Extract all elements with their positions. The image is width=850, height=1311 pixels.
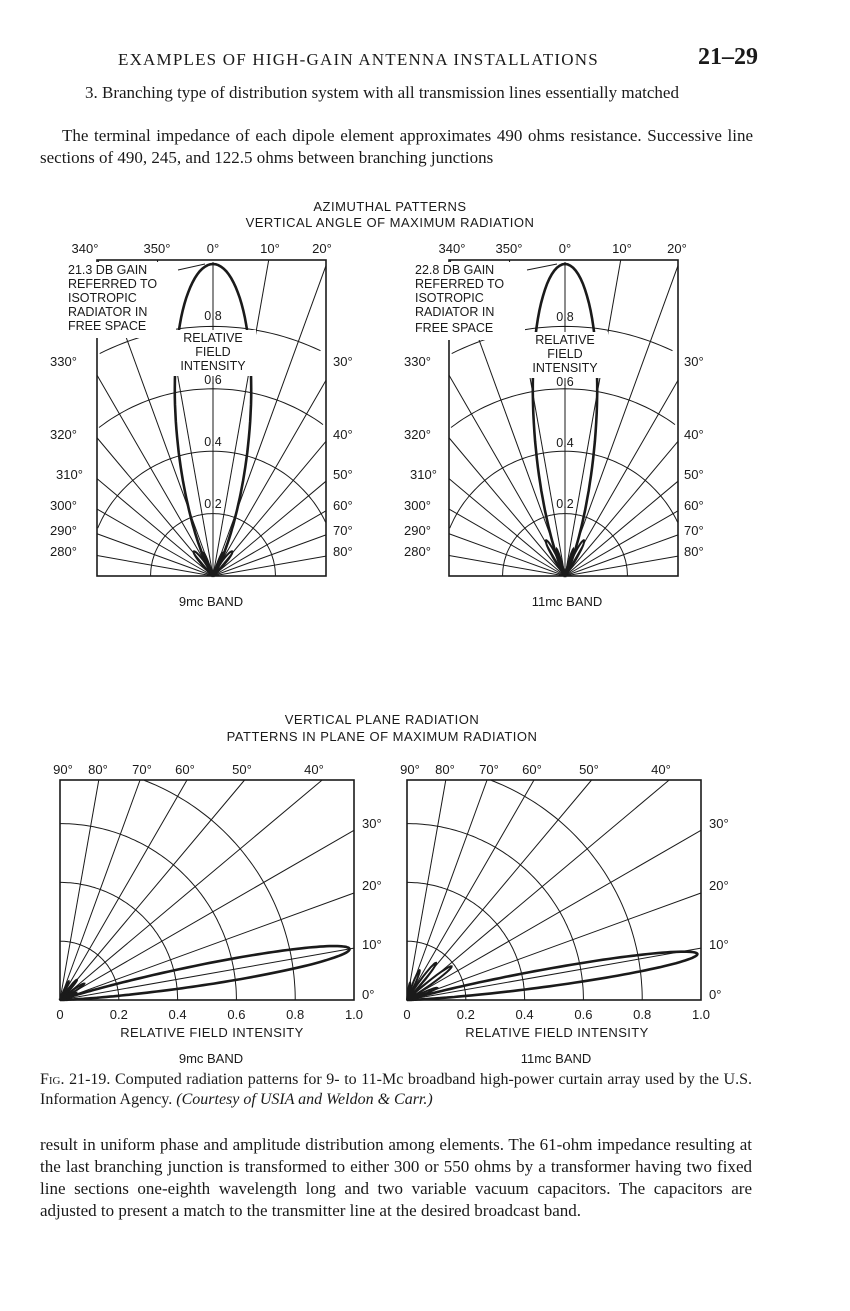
el-label-90: 90° bbox=[53, 762, 73, 777]
el-label-10: 10° bbox=[709, 937, 729, 952]
gain-line-2: REFERRED TO bbox=[68, 277, 158, 291]
az-label-0: 0° bbox=[206, 241, 220, 256]
azimuthal-panel-11mc bbox=[404, 241, 704, 609]
az-label-10: 10° bbox=[612, 241, 632, 256]
az-label-70: 70° bbox=[684, 523, 704, 538]
ring-0.4 bbox=[450, 451, 678, 528]
caption-text: Computed radiation patterns for 9- to 11-Mc broadband high-power curtain array used by the U.S. Information Agency. bbox=[40, 1071, 752, 1108]
gain-line-3: ISOTROPIC bbox=[415, 291, 484, 305]
el-label-10: 10° bbox=[362, 937, 382, 952]
band-label: 11mc BAND bbox=[520, 1051, 592, 1066]
x-tick-1.0: 1.0 bbox=[344, 1007, 364, 1022]
az-label-280: 280° bbox=[404, 544, 431, 559]
el-label-60: 60° bbox=[175, 762, 195, 777]
el-label-20: 20° bbox=[709, 878, 729, 893]
x-tick-1.0: 1.0 bbox=[691, 1007, 711, 1022]
ring-label-0.4: 0.4 bbox=[204, 435, 222, 449]
gain-line-2: REFERRED TO bbox=[415, 277, 505, 291]
az-label-50: 50° bbox=[333, 467, 353, 482]
el-label-80: 80° bbox=[435, 762, 455, 777]
az-label-300: 300° bbox=[404, 498, 431, 513]
field-label-3: INTENSITY bbox=[532, 361, 598, 375]
az-label-20: 20° bbox=[667, 241, 687, 256]
az-label-20: 20° bbox=[312, 241, 332, 256]
gain-line-1: 21.3 DB GAIN bbox=[68, 263, 148, 277]
az-label-330: 330° bbox=[50, 354, 77, 369]
elevation-line bbox=[407, 780, 669, 1000]
az-label-70: 70° bbox=[333, 523, 353, 538]
ring-label-0.6: 0.6 bbox=[556, 375, 574, 389]
az-label-280: 280° bbox=[50, 544, 77, 559]
az-label-50: 50° bbox=[684, 467, 704, 482]
ring-label-0.2: 0.2 bbox=[556, 497, 574, 511]
az-label-290: 290° bbox=[50, 523, 77, 538]
az-label-60: 60° bbox=[333, 498, 353, 513]
ring-0.6 bbox=[99, 389, 323, 428]
az-label-320: 320° bbox=[50, 427, 77, 442]
el-label-0: 0° bbox=[362, 987, 375, 1002]
az-label-40: 40° bbox=[333, 427, 353, 442]
ring-0.8 bbox=[491, 780, 642, 1000]
el-label-60: 60° bbox=[522, 762, 542, 777]
vertical-panel-11mc bbox=[400, 762, 729, 1066]
paragraph-uniform-phase: result in uniform phase and amplitude distribution among elements. The 61-ohm impedance resulting at the last branching junction is transformed to either 300 or 550 ohms by a transformer having two fixed line sections one-eighth wavelength long and two variable vacuum capacitors. The capacitors are adjusted to present a match to the transmitter line at the desired broadcast band. bbox=[40, 1135, 752, 1220]
ring-label-0.8: 0.8 bbox=[556, 310, 574, 324]
ring-0.6 bbox=[451, 389, 675, 428]
x-tick-0.2: 0.2 bbox=[109, 1007, 128, 1022]
caption-credit: (Courtesy of USIA and Weldon & Carr.) bbox=[176, 1091, 433, 1108]
elevation-line bbox=[60, 780, 245, 1000]
az-label-330: 330° bbox=[404, 354, 431, 369]
azimuthal-title-1: AZIMUTHAL PATTERNS bbox=[313, 199, 467, 214]
plot-frame bbox=[60, 780, 354, 1000]
el-label-70: 70° bbox=[132, 762, 152, 777]
az-label-340: 340° bbox=[71, 241, 99, 256]
band-label: 9mc BAND bbox=[178, 594, 244, 609]
x-tick-0.8: 0.8 bbox=[286, 1007, 305, 1022]
page-number: 21–29 bbox=[698, 44, 758, 70]
el-label-40: 40° bbox=[304, 762, 324, 777]
el-label-30: 30° bbox=[709, 816, 729, 831]
el-label-0: 0° bbox=[709, 987, 722, 1002]
azimuthal-title-2: VERTICAL ANGLE OF MAXIMUM RADIATION bbox=[245, 215, 535, 230]
az-label-340: 340° bbox=[438, 241, 466, 256]
ring-label-0.6: 0.6 bbox=[204, 373, 222, 387]
az-label-80: 80° bbox=[684, 544, 704, 559]
x-tick-0: 0 bbox=[403, 1007, 411, 1022]
az-label-350: 350° bbox=[495, 241, 523, 256]
az-label-10: 10° bbox=[260, 241, 280, 256]
field-label-3: INTENSITY bbox=[180, 359, 246, 373]
gain-line-3: ISOTROPIC bbox=[68, 291, 137, 305]
elevation-line bbox=[407, 893, 701, 1000]
el-label-90: 90° bbox=[400, 762, 420, 777]
az-label-350: 350° bbox=[143, 241, 171, 256]
vertical-title-2: PATTERNS IN PLANE OF MAXIMUM RADIATION bbox=[226, 729, 538, 744]
gain-line-4: RADIATOR IN bbox=[68, 305, 148, 319]
az-label-310: 310° bbox=[56, 467, 83, 482]
x-tick-0.8: 0.8 bbox=[633, 1007, 652, 1022]
radial-line bbox=[213, 266, 326, 576]
el-label-20: 20° bbox=[362, 878, 382, 893]
x-tick-0.4: 0.4 bbox=[168, 1007, 187, 1022]
az-label-60: 60° bbox=[684, 498, 704, 513]
figure-number: Fig. 21-19. bbox=[40, 1071, 111, 1088]
el-label-50: 50° bbox=[232, 762, 252, 777]
x-tick-0.6: 0.6 bbox=[574, 1007, 593, 1022]
vertical-panel-9mc bbox=[53, 762, 382, 1066]
paragraph-impedance: The terminal impedance of each dipole element approximates 490 ohms resistance. Successive line sections of 490, 245, and 122.5 ohms between branching junctions bbox=[40, 126, 753, 167]
field-label-1: RELATIVE bbox=[183, 331, 243, 345]
gain-line-5: FREE SPACE bbox=[415, 321, 494, 335]
az-label-80: 80° bbox=[333, 544, 353, 559]
x-axis-label: RELATIVE FIELD INTENSITY bbox=[120, 1025, 304, 1040]
az-label-320: 320° bbox=[404, 427, 431, 442]
az-label-30: 30° bbox=[684, 354, 704, 369]
field-label-2: FIELD bbox=[547, 347, 583, 361]
az-label-40: 40° bbox=[684, 427, 704, 442]
x-tick-0.4: 0.4 bbox=[515, 1007, 534, 1022]
x-axis-label: RELATIVE FIELD INTENSITY bbox=[465, 1025, 649, 1040]
gain-line-1: 22.8 DB GAIN bbox=[415, 263, 495, 277]
field-label-1: RELATIVE bbox=[535, 333, 595, 347]
el-label-70: 70° bbox=[479, 762, 499, 777]
az-label-290: 290° bbox=[404, 523, 431, 538]
az-label-300: 300° bbox=[50, 498, 77, 513]
gain-leader bbox=[527, 264, 557, 270]
gain-line-5: FREE SPACE bbox=[68, 319, 147, 333]
el-label-30: 30° bbox=[362, 816, 382, 831]
x-tick-0.6: 0.6 bbox=[227, 1007, 246, 1022]
ring-0.8 bbox=[144, 780, 295, 1000]
polar-grid bbox=[60, 780, 354, 1000]
x-tick-0: 0 bbox=[56, 1007, 64, 1022]
el-label-80: 80° bbox=[88, 762, 108, 777]
az-label-310: 310° bbox=[410, 467, 437, 482]
gain-line-4: RADIATOR IN bbox=[415, 305, 495, 319]
ring-label-0.8: 0.8 bbox=[204, 309, 222, 323]
band-label: 11mc BAND bbox=[531, 594, 603, 609]
running-title: EXAMPLES OF HIGH-GAIN ANTENNA INSTALLATIONS bbox=[118, 50, 599, 69]
az-label-30: 30° bbox=[333, 354, 353, 369]
ring-label-0.2: 0.2 bbox=[204, 497, 222, 511]
ring-0.4 bbox=[98, 451, 326, 528]
azimuthal-panel-9mc bbox=[50, 241, 353, 609]
el-label-50: 50° bbox=[579, 762, 599, 777]
vertical-title-1: VERTICAL PLANE RADIATION bbox=[284, 712, 480, 727]
figure-caption bbox=[40, 1070, 752, 1110]
field-label-2: FIELD bbox=[195, 345, 231, 359]
paragraph-branching: 3. Branching type of distribution system with all transmission lines essentially matched bbox=[85, 83, 679, 102]
ring-label-0.4: 0.4 bbox=[556, 436, 574, 450]
az-label-0: 0° bbox=[558, 241, 572, 256]
el-label-40: 40° bbox=[651, 762, 671, 777]
band-label: 9mc BAND bbox=[178, 1051, 244, 1066]
x-tick-0.2: 0.2 bbox=[456, 1007, 475, 1022]
